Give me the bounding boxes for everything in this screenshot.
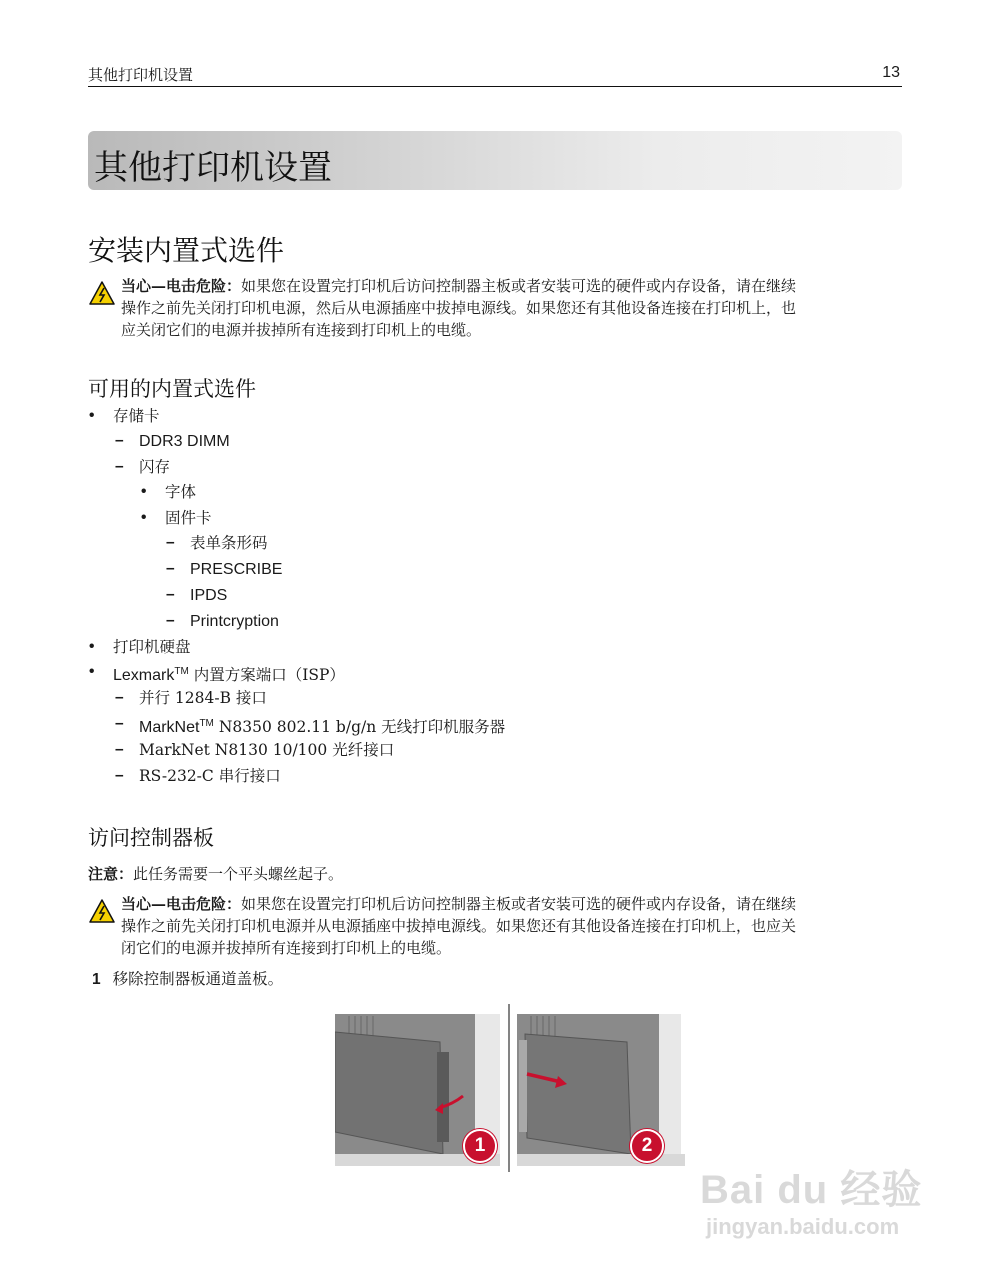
warning-line: 如果您在设置完打印机后访问控制器主板或者安装可选的硬件或内存设备，请在继续 — [241, 277, 797, 295]
list-item: – PRESCRIBE — [166, 560, 283, 578]
list-item: – IPDS — [166, 586, 228, 604]
note — [88, 863, 343, 884]
step-text: 移除控制器板通道盖板。 — [112, 970, 284, 988]
list-item: – MarkNet™ N8350 802.11 b/g/n 无线打印机服务器 — [115, 715, 506, 737]
warning-line: 操作之前先关闭打印机电源，然后从电源插座中拔掉电源线。如果您还有其他设备连接在打印机上，也 — [121, 299, 797, 317]
header-title: 其他打印机设置 — [88, 66, 194, 84]
warning-line: 操作之前先关闭打印机电源并从电源插座中拔掉电源线。如果您还有其他设备连接在打印机上，也应关 — [121, 917, 797, 935]
list-item: • 存储卡 — [89, 407, 160, 425]
list-item: – 表单条形码 — [166, 534, 268, 552]
warning-access — [121, 893, 901, 959]
list-item: • 字体 — [141, 483, 197, 501]
note-label: 注意： — [88, 865, 134, 883]
list-item: – MarkNet N8130 10/100 光纤接口 — [115, 741, 395, 759]
list-item: – Printcryption — [166, 612, 279, 630]
warning-line: 应关闭它们的电源并拔掉所有连接到打印机上的电缆。 — [121, 321, 482, 339]
list-item: – 闪存 — [115, 458, 171, 476]
section-title-install: 安装内置式选件 — [88, 234, 285, 267]
list-item: – DDR3 DIMM — [115, 432, 230, 450]
warning-label: 当心—电击危险： — [121, 895, 242, 913]
chapter-title-bar — [88, 131, 902, 190]
section-title-access: 访问控制器板 — [88, 826, 214, 850]
callout-badge-2: 2 — [630, 1129, 664, 1163]
section-title-options: 可用的内置式选件 — [88, 377, 256, 401]
warning-label: 当心—电击危险： — [121, 277, 242, 295]
note-text: 此任务需要一个平头螺丝起子。 — [133, 865, 344, 883]
warning-line: 闭它们的电源并拔掉所有连接到打印机上的电缆。 — [121, 939, 452, 957]
running-header — [88, 62, 902, 87]
watermark-brand: Bai du 经验 — [700, 1168, 923, 1212]
list-item: • Lexmark™ 内置方案端口（ISP） — [89, 663, 345, 685]
list-item: • 固件卡 — [141, 509, 212, 527]
watermark-url: jingyan.baidu.com — [706, 1214, 900, 1239]
list-item: – RS-232-C 串行接口 — [115, 767, 281, 785]
warning-install — [121, 275, 901, 341]
list-item: • 打印机硬盘 — [89, 638, 191, 656]
step-number: 1 — [92, 971, 101, 988]
warning-line: 如果您在设置完打印机后访问控制器主板或者安装可选的硬件或内存设备，请在继续 — [241, 895, 797, 913]
step-1 — [92, 967, 283, 989]
page-number: 13 — [882, 64, 900, 81]
list-item: – 并行 1284-B 接口 — [115, 689, 267, 707]
chapter-title: 其他打印机设置 — [94, 148, 332, 188]
callout-badge-1: 1 — [463, 1129, 497, 1163]
warning-icon — [89, 899, 115, 923]
warning-icon — [89, 281, 115, 305]
